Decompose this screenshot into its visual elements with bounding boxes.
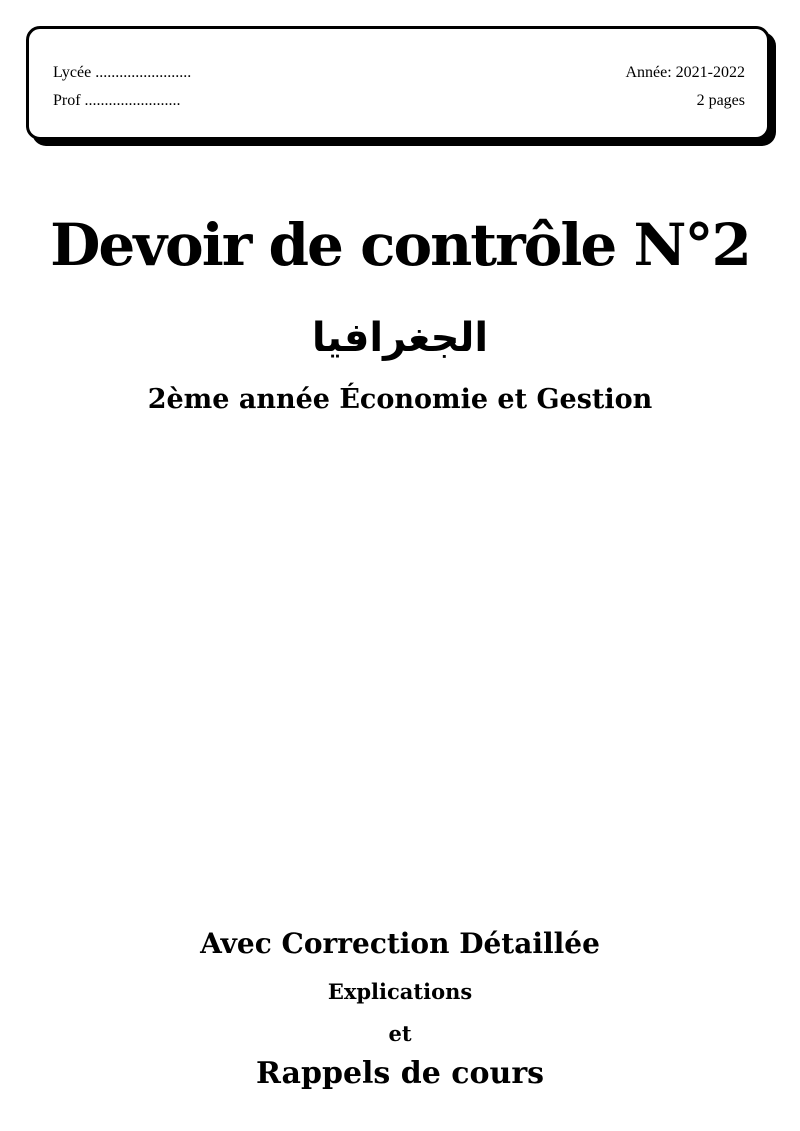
course-reminders-note: Rappels de cours (255, 1056, 545, 1091)
correction-note: Avec Correction Détaillée (200, 927, 600, 960)
lycee-field: Lycée ........................ (53, 64, 192, 81)
page-title: Devoir de contrôle N°2 (50, 211, 750, 279)
conjunction-et: et (388, 1021, 412, 1046)
subject-arabic: الجغرافيا (311, 315, 489, 361)
page-count: 2 pages (696, 92, 745, 109)
class-level: 2ème année Économie et Gestion (147, 384, 653, 415)
school-year: Année: 2021-2022 (625, 64, 745, 81)
header-box (26, 26, 770, 140)
prof-field: Prof ........................ (53, 92, 181, 109)
explications-note: Explications (327, 979, 473, 1004)
